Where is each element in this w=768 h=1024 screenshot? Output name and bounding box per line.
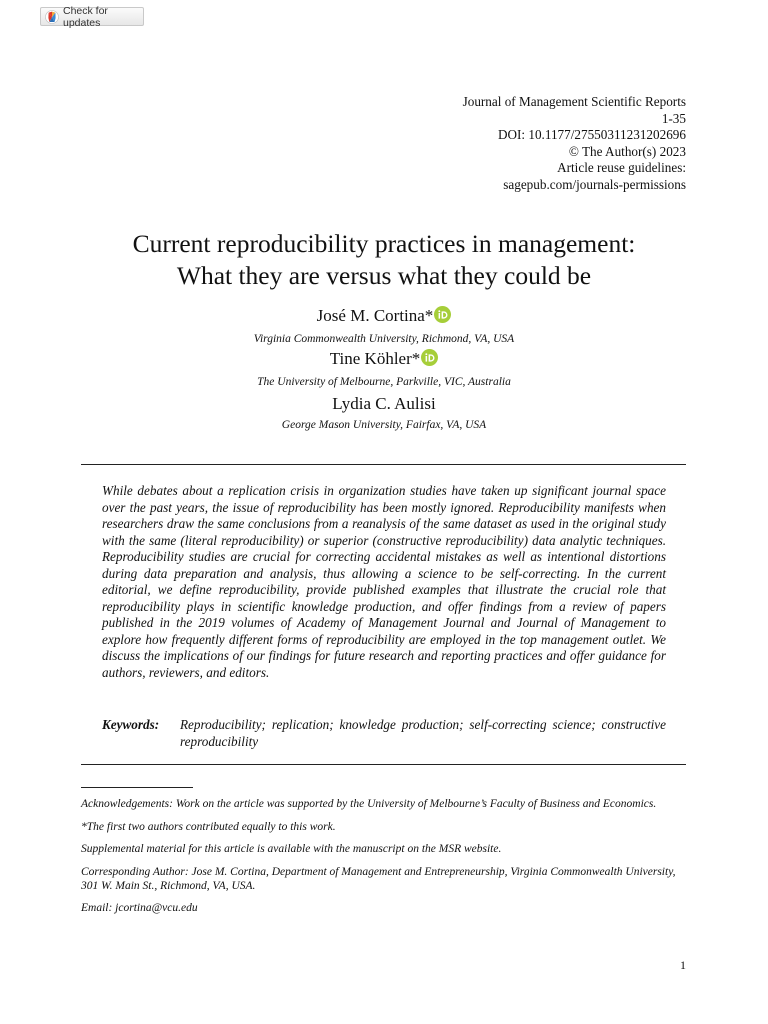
title-line-2: What they are versus what they could be [176, 261, 592, 290]
author-3-affiliation: George Mason University, Fairfax, VA, USA [281, 419, 487, 431]
copyright: © The Author(s) 2023 [568, 143, 686, 159]
email-note[interactable]: Email: jcortina@vcu.edu [81, 902, 198, 914]
abstract-bottom-rule [81, 764, 686, 765]
author-2 [0, 349, 768, 371]
keywords-label: Keywords: [102, 717, 160, 732]
author-1-affiliation: Virginia Commonwealth University, Richmond, VA, USA [253, 333, 515, 345]
orcid-icon[interactable] [434, 306, 451, 328]
corresponding-author-note: Corresponding Author: Jose M. Cortina, Department of Management and Entrepreneurship, Virginia Commonwealth University, 301 W. Main St., Richmond, VA, USA. [81, 865, 676, 892]
reuse-guidelines-label: Article reuse guidelines: [557, 160, 686, 176]
title-line-1: Current reproducibility practices in management: [132, 229, 636, 258]
footnotes [81, 797, 686, 924]
orcid-icon[interactable] [421, 349, 438, 371]
author-name: José M. Cortina* [316, 306, 434, 325]
acknowledgements-note: Acknowledgements: Work on the article was supported by the University of Melbourne’s Faculty of Business and Economics. [81, 798, 657, 810]
page-range: 1-35 [661, 110, 686, 126]
article-title [0, 228, 768, 292]
page-number: 1 [680, 958, 686, 972]
author-3 [0, 394, 768, 414]
footnote-rule [81, 787, 193, 788]
abstract-top-rule [81, 464, 686, 465]
doi[interactable]: DOI: 10.1177/27550311231202696 [497, 127, 686, 143]
check-for-updates-label: Check for updates [63, 4, 108, 29]
equal-contribution-note: *The first two authors contributed equally to this work. [81, 820, 336, 833]
supplemental-note: Supplemental material for this article is available with the manuscript on the MSR website. [81, 843, 502, 855]
journal-name: Journal of Management Scientific Reports [462, 94, 686, 109]
author-1 [0, 306, 768, 328]
author-name: Tine Köhler* [329, 349, 421, 368]
check-for-updates-button[interactable] [40, 4, 144, 29]
reuse-guidelines-link[interactable]: sagepub.com/journals-permissions [503, 176, 686, 192]
crossmark-icon [45, 10, 59, 24]
journal-info [463, 94, 686, 194]
author-2-affiliation: The University of Melbourne, Parkville, VIC, Australia [257, 376, 511, 388]
abstract: While debates about a replication crisis in organization studies have taken up significant journal space over the past years, the issue of reproducibility has been mostly ignored. Reproducibility manifests when researchers draw the same conclusions from a reanalysis of the same dataset as used in the original study with the same (literal reproducibility) or superior (constructive reproducibility) data analytic techniques. Reproducibility studies are crucial for correcting accidental mistakes as well as intentional distortions during data preparation and analysis, thus allowing a science to be self-correcting. In the current editorial, we define reproducibility, provide published examples that illustrate the crucial role that reproducibility plays in scientific knowledge production, and offer findings from a review of papers published in the 2019 volumes of Academy of Management Journal and Journal of Management to explore how frequently different forms of reproducibility are employed in the top management outlet. We discuss the implications of our findings for future research and reporting practices and offer guidance for authors, reviewers, and editors. [102, 483, 666, 680]
author-name: Lydia C. Aulisi [332, 394, 436, 413]
keywords [102, 716, 666, 750]
keywords-text: Reproducibility; replication; knowledge production; self-correcting science; constructive reproducibility [180, 717, 666, 749]
